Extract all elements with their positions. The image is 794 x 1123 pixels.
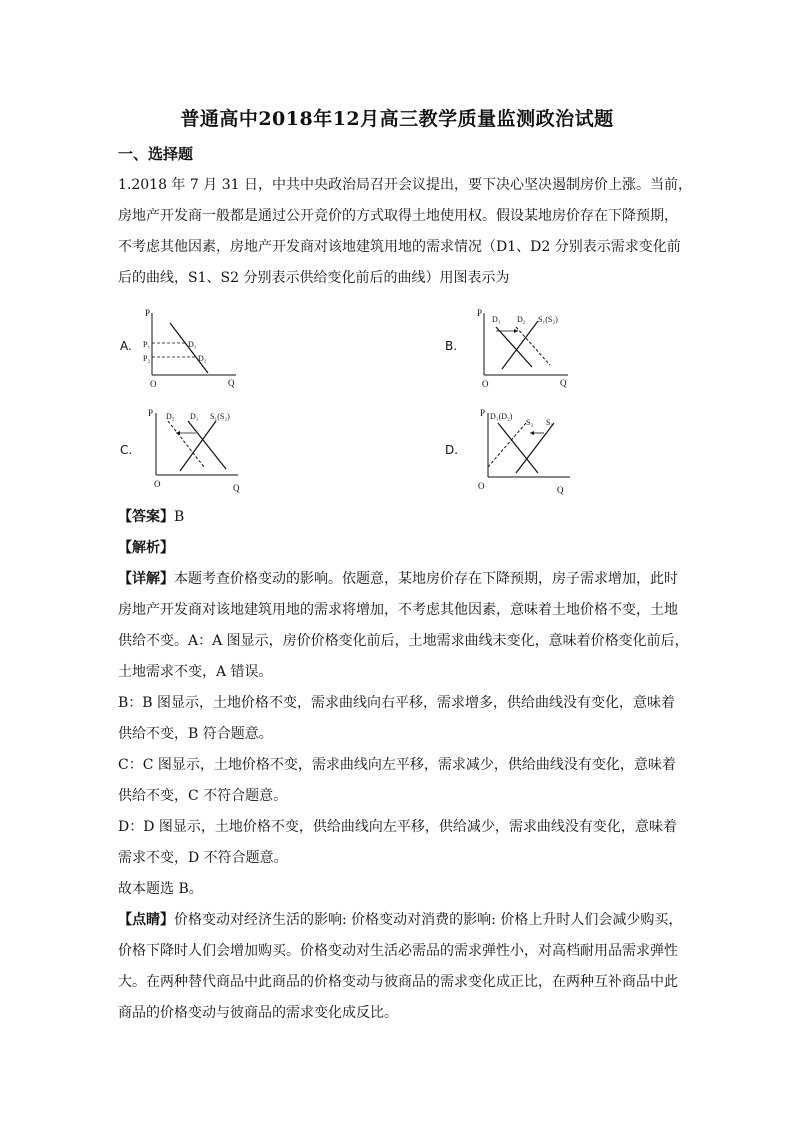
question-line: 房地产开发商一般都是通过公开竞价的方式取得土地使用权。假设某地房价存在下降预期，	[118, 208, 678, 224]
option-d-graph	[470, 405, 585, 495]
detail-line: 房地产开发商对该地建筑用地的需求将增加，不考虑其他因素，意味着土地价格不变，土地	[118, 602, 678, 618]
s2-label: S₂	[526, 418, 534, 427]
question-stem	[118, 170, 692, 294]
option-b-graph	[470, 305, 585, 390]
axis-q-label: Q	[557, 485, 564, 495]
d2-label: D₂	[517, 315, 526, 324]
question-line: 不考虑其他因素，房地产开发商对该地建筑用地的需求情况（D1、D2 分别表示需求变化前	[118, 239, 681, 255]
question-line: 后的曲线，S1、S2 分别表示供给变化前后的曲线）用图表示为	[118, 270, 510, 286]
option-a-label: A.	[120, 339, 132, 353]
origin-label: O	[154, 479, 161, 489]
tip-line: 大。在两种替代商品中此商品的价格变动与彼商品的需求变化成正比，在两种互补商品中此	[118, 974, 678, 990]
d2-label: D₂	[198, 354, 207, 363]
page-title: 普通高中2018年12月高三教学质量监测政治试题	[180, 108, 614, 130]
tip-line: 商品的价格变动与彼商品的需求变化成反比。	[118, 1005, 398, 1021]
axis-q-label: Q	[233, 483, 240, 493]
section-heading: 一、选择题	[118, 145, 194, 163]
detail-line: C：C 图显示，土地价格不变，需求曲线向左平移，需求减少，供给曲线没有变化，意味着	[118, 757, 676, 773]
detail-line: B：B 图显示，土地价格不变，需求曲线向右平移，需求增多，供给曲线没有变化，意味着	[118, 695, 676, 711]
origin-label: O	[478, 481, 485, 491]
origin-label: O	[482, 379, 489, 389]
d2-label: D₂	[166, 412, 175, 421]
question-line: 1.2018 年 7 月 31 日，中共中央政治局召开会议提出，要下决心坚决遏制房价上涨。当前，	[118, 177, 692, 193]
answer-value: B	[174, 509, 185, 525]
tip-line: 价格下降时人们会增加购买。价格变动对生活必需品的需求弹性小，对高档耐用品需求弹性	[118, 943, 678, 959]
answer-line	[118, 502, 678, 533]
answer-tag: 【答案】	[118, 509, 174, 525]
detail-line: 故本题选 B。	[118, 881, 203, 897]
detail-line	[118, 564, 678, 595]
s1-label: S₁	[546, 418, 554, 427]
axis-p-label: P	[477, 308, 483, 318]
option-c-label: C.	[120, 443, 133, 457]
option-d-label: D.	[445, 443, 459, 457]
axis-q-label: Q	[560, 378, 567, 388]
option-c-graph	[138, 405, 253, 495]
supply-label: S₁(S₂)	[538, 315, 558, 324]
demand-label: D₁(D₂)	[490, 412, 513, 421]
p1-label: P₁	[143, 340, 151, 349]
detail-block	[118, 564, 689, 905]
d1-label: D₁	[190, 412, 199, 421]
detail-line: 供给不变，B 符合题意。	[118, 726, 273, 742]
axis-p-label: P	[480, 408, 486, 418]
analysis-tag: 【解析】	[118, 540, 174, 556]
tip-tag: 【点睛】	[118, 912, 174, 928]
axis-p-label: P	[145, 308, 151, 318]
detail-line: 土地需求不变，A 错误。	[118, 664, 273, 680]
tip-line	[118, 905, 683, 936]
detail-line: 供给不变，C 不符合题意。	[118, 788, 288, 804]
detail-text: 本题考查价格变动的影响。依题意，某地房价存在下降预期，房子需求增加，此时	[174, 571, 678, 587]
detail-line: 供给不变。A：A 图显示，房价价格变化前后，土地需求曲线未变化，意味着价格变化前后，	[118, 633, 689, 649]
option-b-label: B.	[445, 339, 458, 353]
detail-tag: 【详解】	[118, 571, 174, 587]
d1-label: D₁	[188, 340, 197, 349]
detail-line: 需求不变，D 不符合题意。	[118, 850, 288, 866]
tip-text: 价格变动对经济生活的影响: 价格变动对消费的影响: 价格上升时人们会减少购买，	[174, 912, 683, 928]
supply-label: S₁(S₂)	[210, 412, 230, 421]
d1-label: D₁	[492, 315, 501, 324]
analysis-heading	[118, 533, 678, 564]
tip-block	[118, 905, 683, 1029]
axis-q-label: Q	[228, 378, 235, 388]
p2-label: P₂	[143, 354, 151, 363]
detail-line: D：D 图显示，土地价格不变，供给曲线向左平移，供给减少，需求曲线没有变化，意味着	[118, 819, 677, 835]
option-a-graph	[138, 305, 253, 390]
axis-p-label: P	[148, 408, 154, 418]
origin-label: O	[150, 379, 157, 389]
